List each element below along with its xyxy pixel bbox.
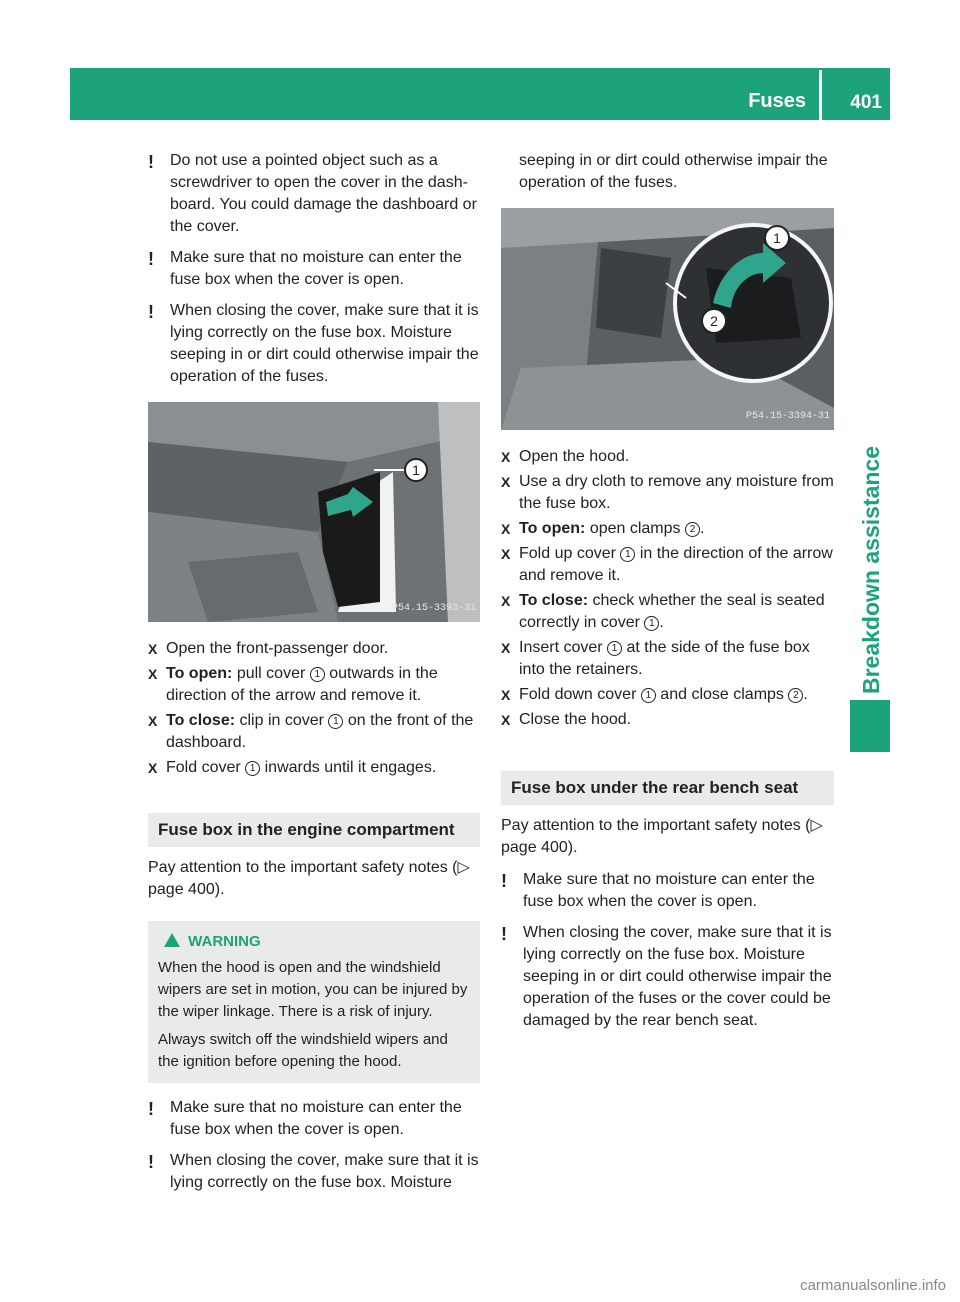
step xyxy=(501,543,834,587)
right-column xyxy=(501,150,834,1041)
callout-2-icon: 2 xyxy=(788,688,803,703)
step-label: To open: xyxy=(519,520,586,537)
step xyxy=(501,637,834,681)
step-text: inwards until it engages. xyxy=(264,759,437,776)
step-marker-icon: X xyxy=(501,593,511,609)
left-column xyxy=(148,150,480,1203)
exclamation-icon: ! xyxy=(148,1099,154,1119)
step-marker-icon: X xyxy=(501,474,511,490)
callout-1-icon: 1 xyxy=(644,616,659,631)
step-label: To open: xyxy=(166,665,233,682)
step-text: Fold down cover xyxy=(519,686,637,703)
dashboard-fuse-cover-figure xyxy=(148,402,480,622)
step-marker-icon: X xyxy=(501,521,511,537)
step-marker-icon: X xyxy=(501,687,511,703)
step xyxy=(501,518,834,540)
step-text: open clamps xyxy=(589,520,681,537)
callout-1-icon: 1 xyxy=(310,667,325,682)
step-marker-icon: X xyxy=(148,760,158,776)
step-text: Insert cover xyxy=(519,639,603,656)
warning-text: Always switch off the windshield wipers and the ignition before opening the hood. xyxy=(158,1031,448,1070)
step xyxy=(501,684,834,706)
exclamation-icon: ! xyxy=(148,1152,154,1172)
step-text: at the side of the fuse box into the retainers. xyxy=(519,639,810,678)
callout-1-icon: 1 xyxy=(641,688,656,703)
step-marker-icon: X xyxy=(501,712,511,728)
step xyxy=(501,471,834,515)
footer-watermark: carmanualsonline.info xyxy=(800,1277,946,1294)
note xyxy=(501,922,834,1032)
step-text: pull cover xyxy=(236,665,306,682)
note-text: Do not use a pointed object such as a screwdriver to open the cover in the dash-board. You could damage the dashboard or the cover. xyxy=(170,152,477,235)
engine-bay-illustration xyxy=(501,208,834,430)
step-text: Fold up cover xyxy=(519,545,616,562)
step-label: To close: xyxy=(519,592,589,609)
note xyxy=(148,1150,480,1194)
step xyxy=(501,446,834,468)
callout-2: 2 xyxy=(710,313,718,329)
step xyxy=(148,710,480,754)
note xyxy=(501,869,834,913)
side-tab-block xyxy=(850,700,890,752)
warning-text: When the hood is open and the windshield wipers are set in motion, you can be injured by the wiper linkage. There is a risk of injury. xyxy=(158,959,468,1020)
note-text: Make sure that no moisture can enter the fuse box when the cover is open. xyxy=(170,1099,462,1138)
header-bar xyxy=(70,68,890,120)
note-text: When closing the cover, make sure that it is lying correctly on the fuse box. Moisture seeping in or dirt could otherwise impair the operation of the fuses. xyxy=(170,302,479,385)
step-marker-icon: X xyxy=(148,641,158,657)
step-marker-icon: X xyxy=(501,640,511,656)
figure-code: P54.15-3393-31 xyxy=(391,603,476,614)
warning-label: WARNING xyxy=(188,933,261,950)
page-number: 401 xyxy=(850,92,882,113)
exclamation-icon: ! xyxy=(148,302,154,322)
step-text: . xyxy=(699,520,705,537)
dashboard-illustration xyxy=(148,402,480,622)
note-text: seeping in or dirt could otherwise impair the operation of the fuses. xyxy=(519,152,828,191)
warning-box xyxy=(148,921,480,1083)
callout-1: 1 xyxy=(773,230,781,246)
step-text: in the direction of the arrow and remove it. xyxy=(519,545,833,584)
safety-paragraph: Pay attention to the important safety notes (▷ page 400). xyxy=(501,817,823,856)
note-text: Make sure that no moisture can enter the fuse box when the cover is open. xyxy=(523,871,815,910)
step xyxy=(148,663,480,707)
step-marker-icon: X xyxy=(501,546,511,562)
figure-code: P54.15-3394-31 xyxy=(745,411,830,422)
step-text: Open the hood. xyxy=(519,448,630,465)
note-text: Make sure that no moisture can enter the fuse box when the cover is open. xyxy=(170,249,462,288)
exclamation-icon: ! xyxy=(148,152,154,172)
step xyxy=(501,709,834,731)
side-tab-label: Breakdown assistance xyxy=(858,445,884,694)
note xyxy=(148,1097,480,1141)
note-text: When closing the cover, make sure that it is lying correctly on the fuse box. Moisture xyxy=(170,1152,479,1191)
callout-1-icon: 1 xyxy=(328,714,343,729)
step-text: Fold cover xyxy=(166,759,241,776)
callout-2-icon: 2 xyxy=(685,522,700,537)
step-text: check whether the seal is seated correctly in cover xyxy=(519,592,825,631)
note-continuation xyxy=(501,150,834,194)
step-text: outwards in the direction of the arrow and remove it. xyxy=(166,665,438,704)
note xyxy=(148,300,480,388)
callout-1: 1 xyxy=(412,462,420,478)
warning-title xyxy=(164,931,470,953)
exclamation-icon: ! xyxy=(148,249,154,269)
callout-1-icon: 1 xyxy=(245,761,260,776)
exclamation-icon: ! xyxy=(501,871,507,891)
step-text: Use a dry cloth to remove any moisture from the fuse box. xyxy=(519,473,834,512)
step-marker-icon: X xyxy=(148,713,158,729)
engine-fuse-box-figure xyxy=(501,208,834,430)
safety-paragraph: Pay attention to the important safety notes (▷ page 400). xyxy=(148,859,470,898)
step xyxy=(501,590,834,634)
header-separator xyxy=(819,70,822,120)
step-text: . xyxy=(659,614,664,631)
section-heading: Fuse box under the rear bench seat xyxy=(501,771,834,805)
section-title: Fuses xyxy=(748,90,806,112)
exclamation-icon: ! xyxy=(501,924,507,944)
note xyxy=(148,150,480,238)
note xyxy=(148,247,480,291)
step-marker-icon: X xyxy=(501,449,511,465)
step-text: on the front of the dashboard. xyxy=(166,712,474,751)
step-marker-icon: X xyxy=(148,666,158,682)
note-text: When closing the cover, make sure that it is lying correctly on the fuse box. Moisture seeping in or dirt could otherwise impair the operation of the fuses or the cover could be damaged by the rear bench seat. xyxy=(523,924,832,1029)
section-heading: Fuse box in the engine compartment xyxy=(148,813,480,847)
step-text: clip in cover xyxy=(239,712,324,729)
step-text: Close the hood. xyxy=(519,711,632,728)
warning-triangle-icon xyxy=(164,933,180,947)
callout-1-icon: 1 xyxy=(620,547,635,562)
callout-1-icon: 1 xyxy=(607,641,622,656)
step xyxy=(148,757,480,779)
step-label: To close: xyxy=(166,712,236,729)
step-text: . xyxy=(803,686,808,703)
step xyxy=(148,638,480,660)
step-text: and close clamps xyxy=(660,686,784,703)
step-text: Open the front-passenger door. xyxy=(166,640,389,657)
